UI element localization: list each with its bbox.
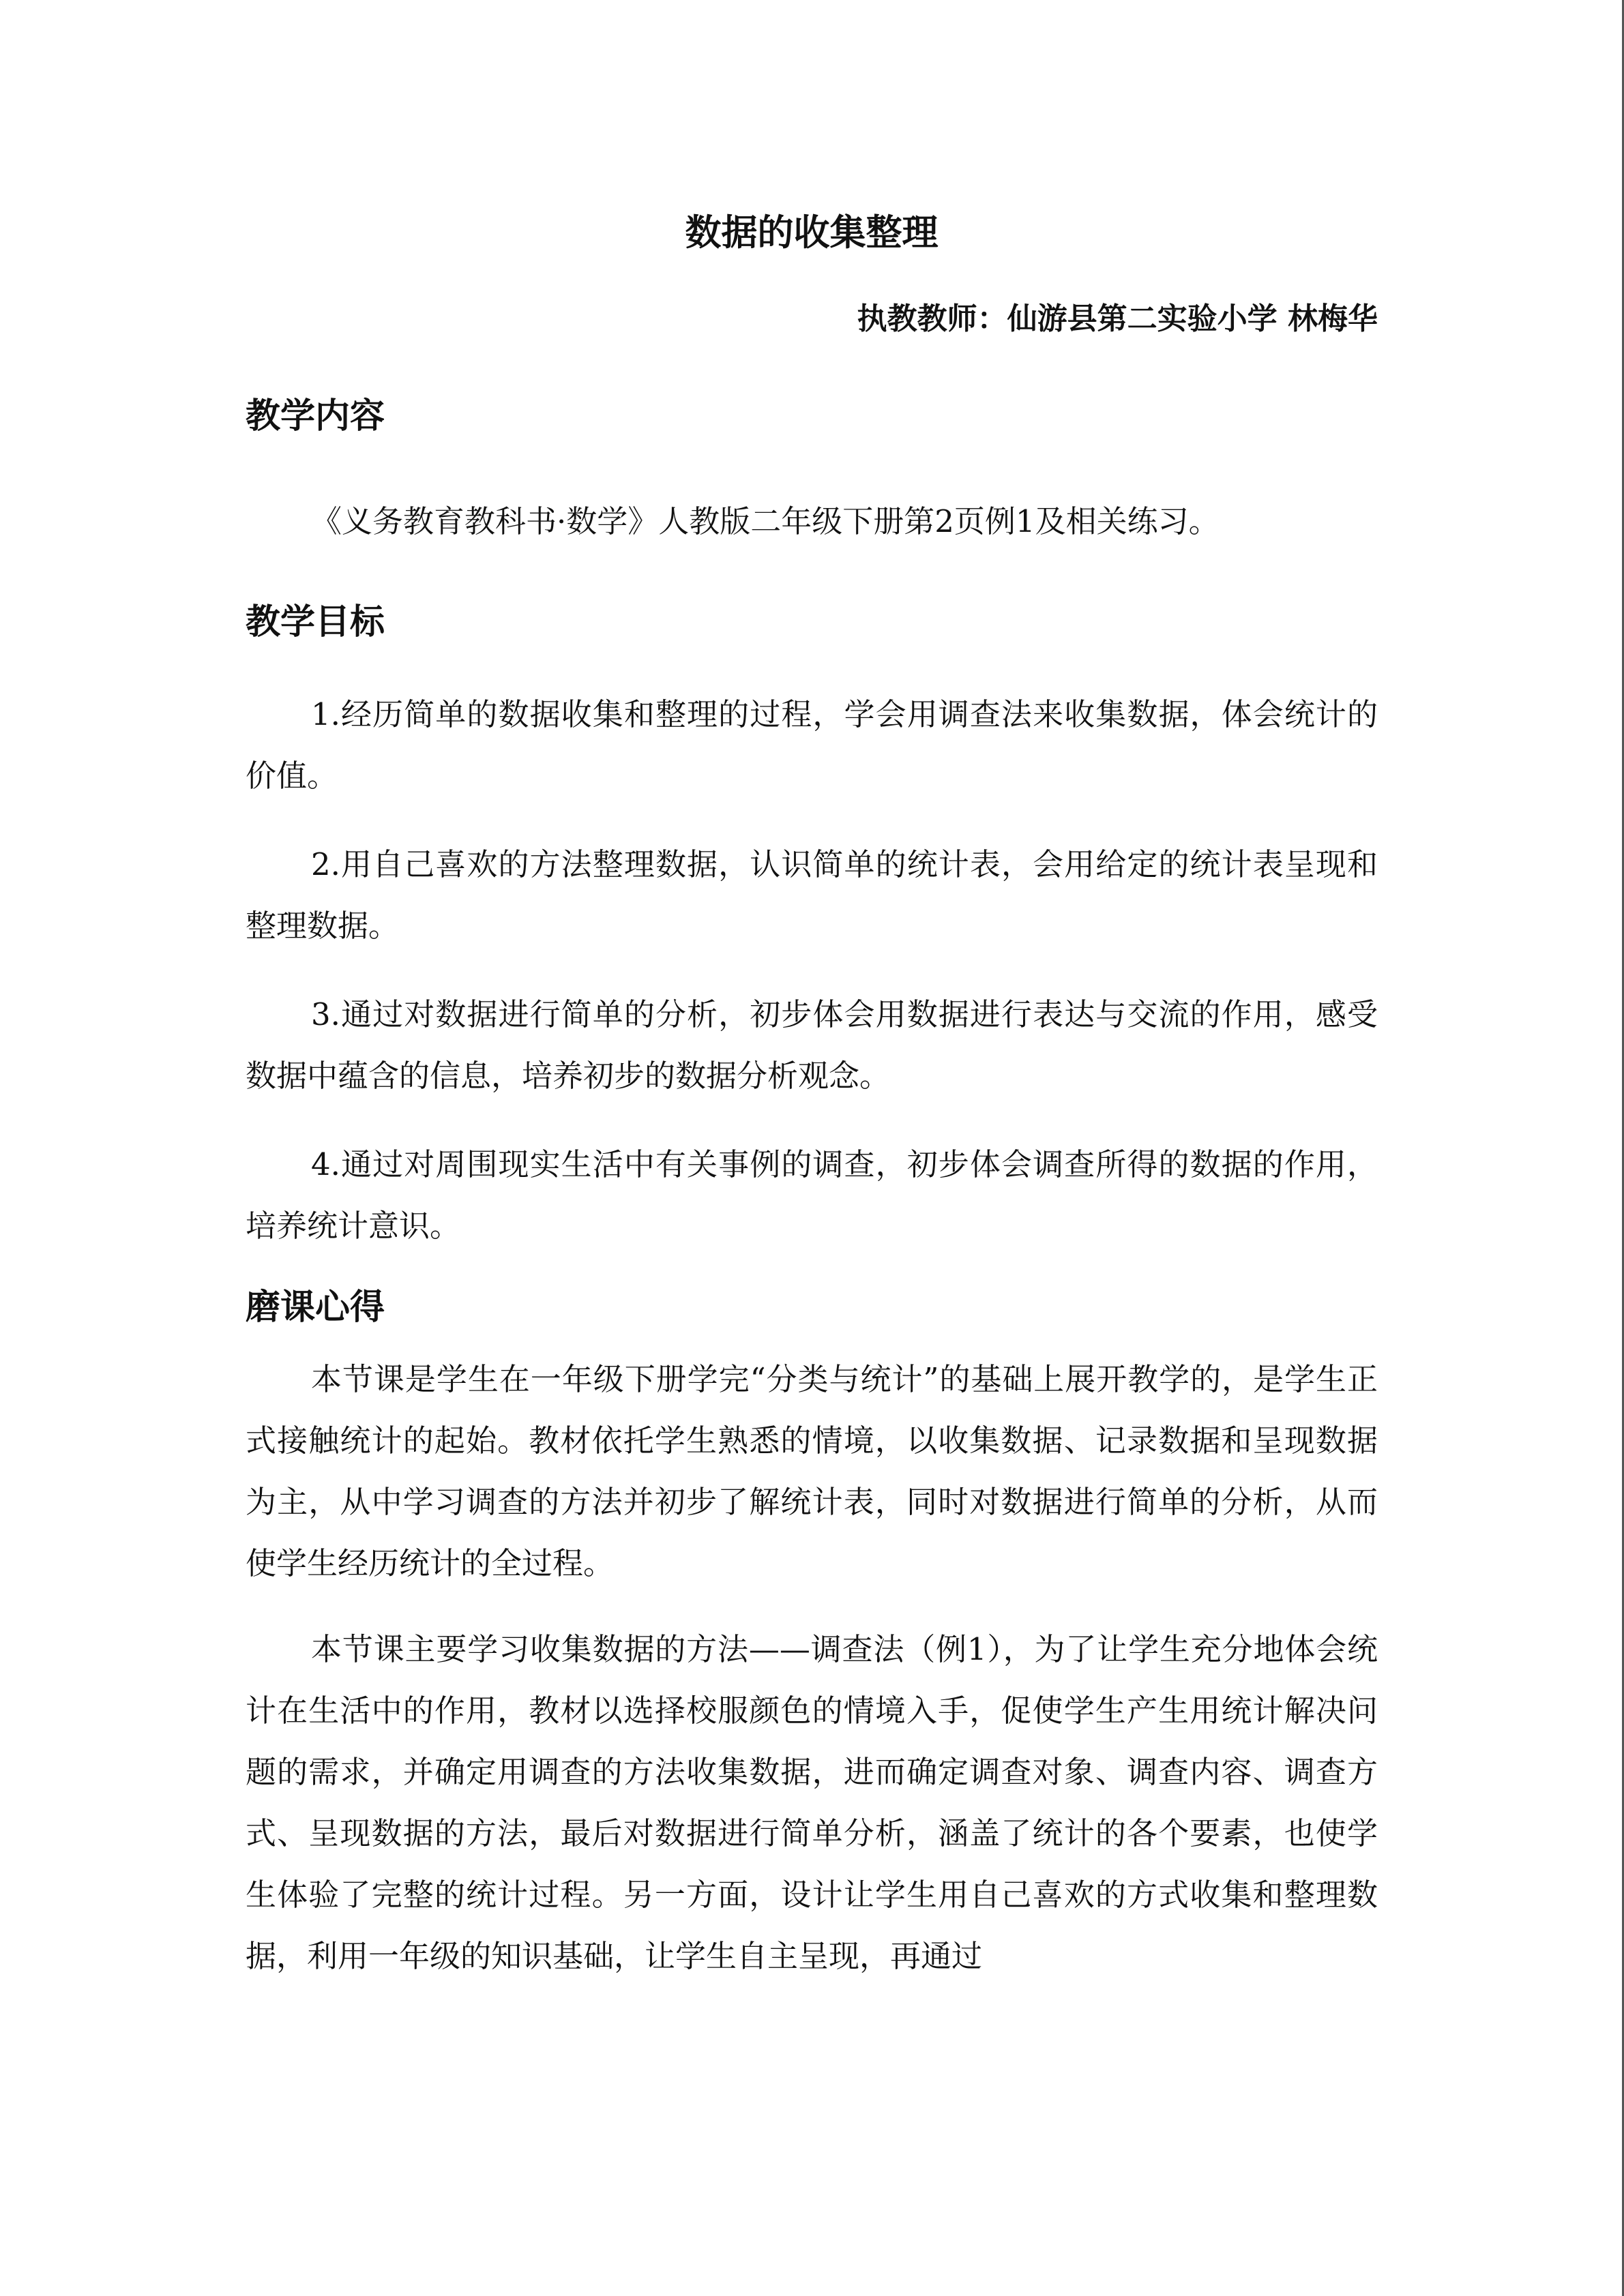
goal-paragraph-1: 1.经历简单的数据收集和整理的过程，学会用调查法来收集数据，体会统计的价值。: [246, 696, 1378, 794]
section-teaching-content: [246, 396, 1378, 552]
section-heading-teaching-content: 教学内容: [246, 396, 385, 437]
byline-school: 仙游县第二实验小学: [1007, 301, 1278, 336]
document-body: [246, 205, 1378, 1987]
goal-paragraph-2: 2.用自己喜欢的方法整理数据，认识简单的统计表，会用给定的统计表呈现和整理数据。: [246, 846, 1378, 944]
section-teaching-goals: [246, 601, 1378, 1257]
byline-label: 执教教师：: [857, 301, 1007, 336]
section-lesson-reflection: [246, 1287, 1378, 1987]
goal-paragraph-3: 3.通过对数据进行简单的分析，初步体会用数据进行表达与交流的作用，感受数据中蕴含的信息，培养初步的数据分析观念。: [246, 996, 1378, 1094]
document-title: 数据的收集整理: [685, 212, 939, 254]
reflection-paragraph-2: 本节课主要学习收集数据的方法——调查法（例1），为了让学生充分地体会统计在生活中的作用，教材以选择校服颜色的情境入手，促使学生产生用统计解决问题的需求，并确定用调查的方法收集数据，进而确定调查对象、调查内容、调查方式、呈现数据的方法，最后对数据进行简单分析，涵盖了统计的各个要素，也使学生体验了完整的统计过程。另一方面，设计让学生用自己喜欢的方式收集和整理数据，利用一年级的知识基础，让学生自主呈现，再通过: [246, 1630, 1378, 1974]
section-heading-lesson-reflection: 磨课心得: [246, 1287, 385, 1328]
section-heading-teaching-goals: 教学目标: [246, 601, 385, 642]
paragraph: 《义务教育教科书·数学》人教版二年级下册第2页例1及相关练习。: [311, 503, 1220, 539]
teacher-byline: [246, 301, 1378, 338]
reflection-paragraph-1: 本节课是学生在一年级下册学完“分类与统计”的基础上展开教学的，是学生正式接触统计的起始。教材依托学生熟悉的情境，以收集数据、记录数据和呈现数据为主，从中学习调查的方法并初步了解统计表，同时对数据进行简单的分析，从而使学生经历统计的全过程。: [246, 1360, 1378, 1581]
byline-teacher-name: 林梅华: [1288, 301, 1378, 336]
goal-paragraph-4: 4.通过对周围现实生活中有关事例的调查，初步体会调查所得的数据的作用，培养统计意识。: [246, 1146, 1378, 1244]
